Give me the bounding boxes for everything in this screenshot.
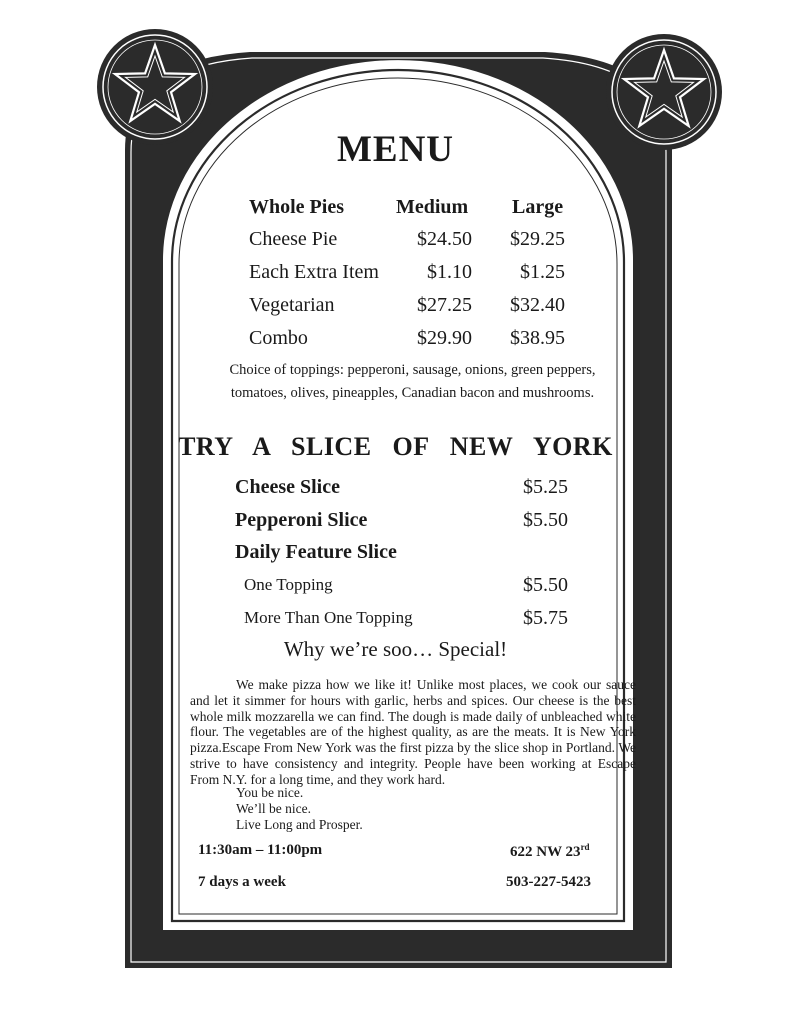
phone-number: 503-227-5423 (506, 874, 591, 890)
pie-large-price: $38.95 (510, 327, 565, 349)
slice-name: Pepperoni Slice (235, 509, 368, 531)
pie-large-price: $1.25 (520, 261, 565, 283)
closing-line: You be nice. (236, 785, 304, 800)
slice-price: $5.50 (523, 509, 568, 531)
pie-medium-price: $24.50 (417, 228, 472, 250)
slice-price: $5.50 (523, 574, 568, 596)
address-text: 622 NW 23 (510, 844, 581, 860)
address-suffix: rd (580, 842, 590, 852)
toppings-line: tomatoes, olives, pineapples, Canadian bacon and mushrooms. (230, 385, 595, 401)
closing-line: Live Long and Prosper. (236, 817, 363, 832)
header-medium: Medium (396, 196, 469, 218)
special-heading: Why we’re soo… Special! (283, 637, 508, 661)
slice-option-name: More Than One Topping (244, 608, 413, 627)
slice-name: Daily Feature Slice (235, 541, 397, 563)
address (510, 842, 590, 861)
slice-name: Cheese Slice (235, 476, 340, 498)
slice-section-title: TRY A SLICE OF NEW YORK (178, 432, 613, 461)
pie-name: Cheese Pie (249, 228, 338, 250)
pie-large-price: $29.25 (510, 228, 565, 250)
about-paragraph (190, 677, 636, 788)
toppings-note (200, 359, 625, 405)
pie-name: Vegetarian (249, 294, 335, 316)
slice-option-name: One Topping (244, 575, 333, 594)
menu-title: MENU (336, 129, 455, 170)
header-whole-pies: Whole Pies (249, 196, 344, 218)
toppings-line: Choice of toppings: pepperoni, sausage, onions, green peppers, (229, 362, 596, 378)
days-open: 7 days a week (198, 874, 286, 890)
pie-medium-price: $29.90 (417, 327, 472, 349)
slice-price: $5.25 (523, 476, 568, 498)
pie-name: Each Extra Item (249, 261, 379, 283)
pie-large-price: $32.40 (510, 294, 565, 316)
header-large: Large (512, 196, 564, 218)
slice-price: $5.75 (523, 607, 568, 629)
pie-medium-price: $27.25 (417, 294, 472, 316)
about-text: We make pizza how we like it! Unlike most places, we cook our sauce and let it simmer for hours with garlic, herbs and spices. Our cheese is the best whole milk mozzarella we can find. The dough is made daily of unbleached white flour. The vegetables are of the highest quality, as are the meats. It is New York pizza.Escape From New York was the first pizza by the slice shop in Portland. We strive to have consistency and integrity. People have been working at Escape From N.Y. for a long time, and they work hard. (190, 677, 636, 787)
closing-line: We’ll be nice. (236, 801, 312, 816)
pie-name: Combo (249, 327, 308, 349)
pie-medium-price: $1.10 (427, 261, 472, 283)
hours: 11:30am – 11:00pm (198, 842, 323, 858)
